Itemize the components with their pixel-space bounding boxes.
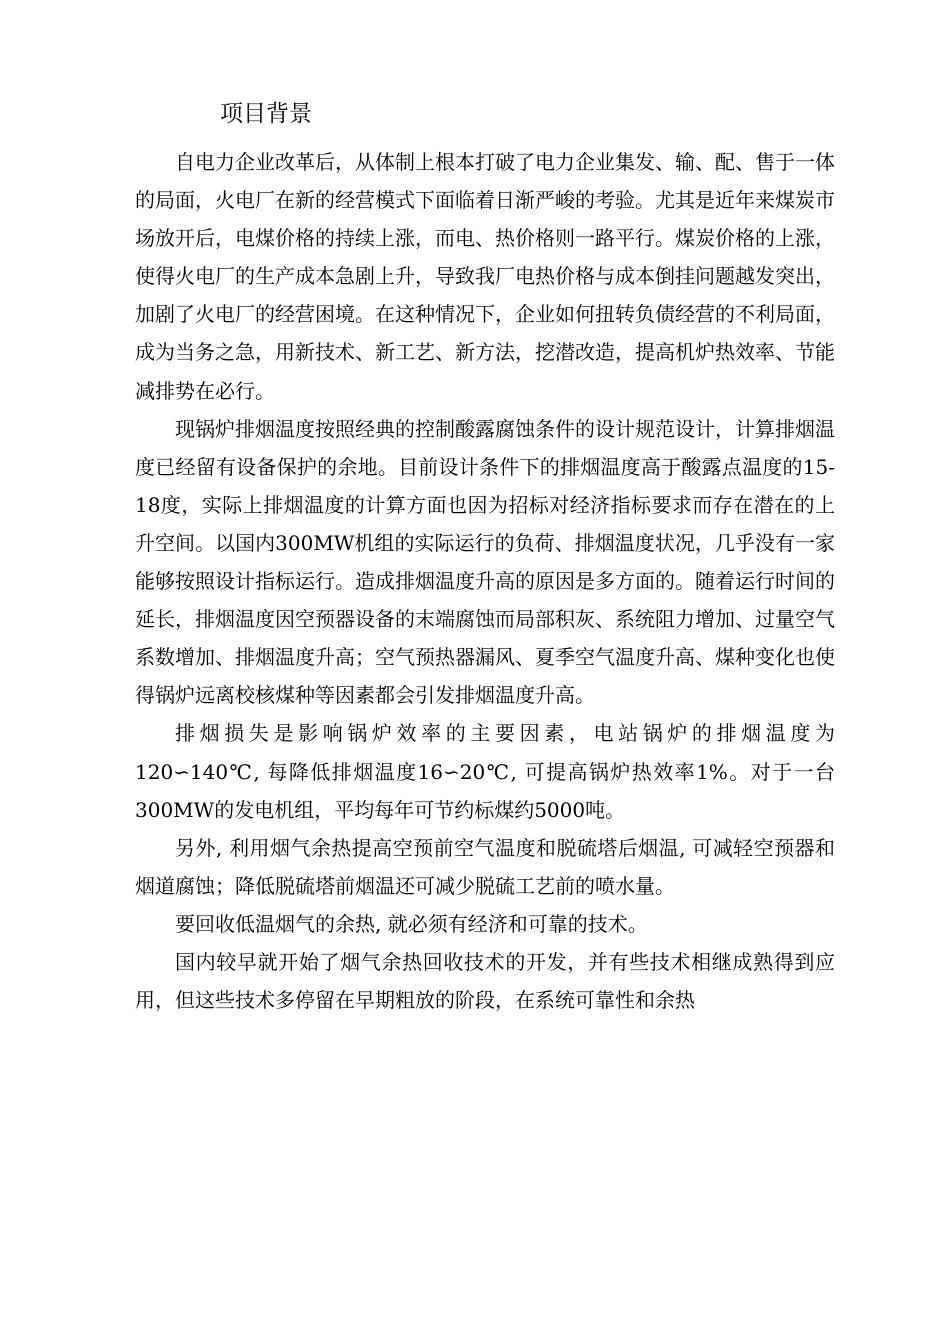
paragraph-corrosion-benefit: 另外, 利用烟气余热提高空预前空气温度和脱硫塔后烟温, 可减轻空预器和烟道腐蚀；降低脱硫塔前烟温还可减少脱硫工艺前的喷水量。 (135, 835, 835, 898)
document-title: 项目背景 (220, 101, 312, 127)
paragraph-exhaust-temperature: 现锅炉排烟温度按照经典的控制酸露腐蚀条件的设计规范设计，计算排烟温度已经留有设备保护的余地。目前设计条件下的排烟温度高于酸露点温度的15-18度，实际上排烟温度的计算方面也因为招标对经济指标要求而存在潜在的上升空间。以国内300MW机组的实际运行的负荷、排烟温度状况，几乎没有一家能够按照设计指标运行。造成排烟温度升高的原因是多方面的。随着运行时间的延长，排烟温度因空预器设备的末端腐蚀而局部积灰、系统阻力增加、过量空气系数增加、排烟温度升高；空气预热器漏风、夏季空气温度升高、煤种变化也使得锅炉远离校核煤种等因素都会引发排烟温度升高。 (135, 416, 835, 708)
paragraph-domestic-development: 国内较早就开始了烟气余热回收技术的开发，并有些技术相继成熟得到应用，但这些技术多停留在早期粗放的阶段，在系统可靠性和余热 (135, 949, 835, 1013)
paragraph-exhaust-loss: 排烟损失是影响锅炉效率的主要因素，电站锅炉的排烟温度为120∽140℃, 每降低排烟温度16∽20℃, 可提高锅炉热效率1%。对于一台300MW的发电机组，平均每年可节约标煤约5000吨。 (135, 721, 835, 822)
paragraph-reform-background: 自电力企业改革后，从体制上根本打破了电力企业集发、输、配、售于一体的局面，火电厂在新的经营模式下面临着日渐严峻的考验。尤其是近年来煤炭市场放开后，电煤价格的持续上涨，而电、热价格则一路平行。煤炭价格的上涨，使得火电厂的生产成本急剧上升，导致我厂电热价格与成本倒挂问题越发突出，加剧了火电厂的经营困境。在这种情况下，企业如何扭转负债经营的不利局面，成为当务之急，用新技术、新工艺、新方法，挖潜改造，提高机炉热效率、节能减排势在必行。 (135, 150, 835, 403)
document-body (135, 143, 835, 1019)
paragraph-technology-need: 要回收低温烟气的余热, 就必须有经济和可靠的技术。 (175, 911, 648, 936)
